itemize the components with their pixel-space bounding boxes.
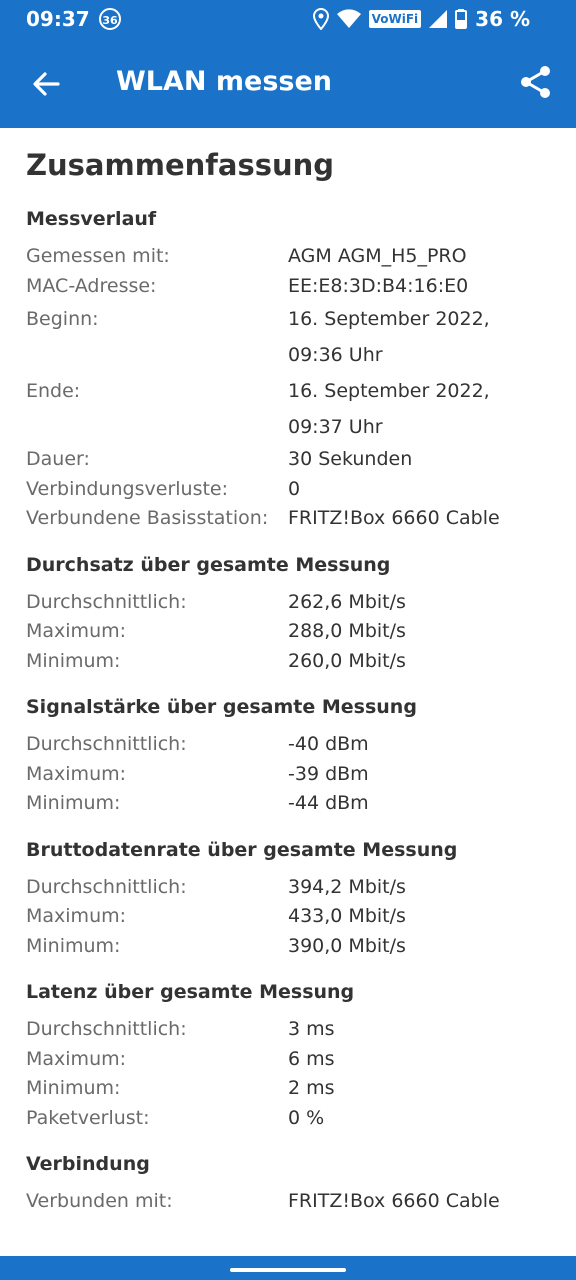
row-label: MAC-Adresse:	[26, 274, 157, 297]
status-icons	[313, 7, 530, 31]
row-value: 390,0 Mbit/s	[288, 934, 406, 957]
row-label: Minimum:	[26, 649, 121, 672]
section-title: Signalstärke über gesamte Messung	[26, 696, 417, 718]
summary-row	[26, 373, 556, 445]
page-title: Zusammenfassung	[26, 148, 335, 182]
status-bar	[0, 0, 576, 40]
row-value: EE:E8:3D:B4:16:E0	[288, 274, 469, 297]
notification-count-badge: 36	[99, 8, 121, 30]
summary-row	[26, 617, 556, 647]
row-value: 262,6 Mbit/s	[288, 590, 406, 613]
row-value: -40 dBm	[288, 733, 369, 755]
row-label: Durchschnittlich:	[26, 590, 187, 613]
summary-row	[26, 932, 556, 962]
app-bar	[0, 40, 576, 128]
row-label: Beginn:	[26, 308, 99, 330]
row-label: Verbindungsverluste:	[26, 477, 229, 500]
location-icon	[313, 8, 329, 30]
section-title: Latenz über gesamte Messung	[26, 981, 355, 1003]
summary-content	[26, 128, 556, 1217]
summary-row	[26, 1045, 556, 1075]
row-label: Minimum:	[26, 1077, 121, 1099]
summary-row	[26, 873, 556, 903]
row-value: -39 dBm	[288, 762, 369, 785]
row-label: Ende:	[26, 380, 81, 402]
row-label: Minimum:	[26, 792, 121, 814]
row-label: Maximum:	[26, 905, 127, 927]
row-value: 288,0 Mbit/s	[288, 620, 406, 642]
summary-row	[26, 647, 556, 677]
row-value: 2 ms	[288, 1077, 335, 1099]
row-value: AGM AGM_H5_PRO	[288, 245, 467, 267]
summary-row	[26, 504, 556, 534]
row-value: FRITZ!Box 6660 Cable	[288, 1190, 500, 1212]
row-label: Maximum:	[26, 1047, 127, 1070]
summary-row	[26, 588, 556, 618]
summary-row	[26, 1187, 556, 1217]
row-label: Minimum:	[26, 934, 121, 957]
share-icon[interactable]	[518, 64, 554, 100]
summary-row	[26, 242, 556, 272]
summary-row	[26, 1104, 556, 1134]
row-value: 16. September 2022, 09:36 Uhr	[288, 308, 490, 366]
status-time: 09:37	[26, 7, 90, 31]
section-title: Bruttodatenrate über gesamte Messung	[26, 838, 458, 861]
section-title: Messverlauf	[26, 208, 157, 230]
summary-row	[26, 1074, 556, 1104]
system-navigation-bar	[0, 1256, 576, 1280]
wifi-icon	[337, 9, 361, 29]
vowifi-badge: VoWiFi	[369, 10, 422, 28]
summary-row	[26, 730, 556, 760]
row-label: Verbundene Basisstation:	[26, 507, 269, 529]
row-value: 3 ms	[288, 1018, 335, 1040]
row-label: Durchschnittlich:	[26, 1018, 187, 1040]
row-label: Maximum:	[26, 620, 127, 642]
row-value: 394,2 Mbit/s	[288, 875, 406, 898]
battery-percent: 36 %	[475, 7, 530, 31]
battery-icon	[455, 9, 467, 29]
section-title: Verbindung	[26, 1153, 150, 1175]
summary-row	[26, 272, 556, 302]
home-gesture-handle[interactable]	[230, 1268, 346, 1272]
summary-row	[26, 789, 556, 819]
section-title: Durchsatz über gesamte Messung	[26, 553, 391, 576]
row-label: Verbunden mit:	[26, 1190, 173, 1212]
cell-signal-icon	[429, 10, 447, 28]
row-value: 16. September 2022, 09:37 Uhr	[288, 380, 490, 438]
row-value: 30 Sekunden	[288, 448, 413, 470]
summary-row	[26, 760, 556, 790]
app-bar-title: WLAN messen	[116, 66, 332, 97]
row-label: Paketverlust:	[26, 1106, 150, 1129]
row-value: 260,0 Mbit/s	[288, 649, 406, 672]
row-label: Durchschnittlich:	[26, 733, 187, 755]
summary-row	[26, 301, 556, 373]
row-label: Dauer:	[26, 448, 90, 470]
row-value: -44 dBm	[288, 792, 369, 814]
row-label: Durchschnittlich:	[26, 875, 187, 898]
row-value: 0 %	[288, 1106, 325, 1129]
row-label: Gemessen mit:	[26, 245, 170, 267]
row-value: 433,0 Mbit/s	[288, 905, 406, 927]
summary-row	[26, 902, 556, 932]
back-arrow-icon[interactable]	[28, 66, 64, 102]
summary-row	[26, 1015, 556, 1045]
row-value: 6 ms	[288, 1047, 335, 1070]
row-label: Maximum:	[26, 762, 127, 785]
summary-row	[26, 445, 556, 475]
row-value: FRITZ!Box 6660 Cable	[288, 507, 500, 529]
row-value: 0	[288, 477, 301, 500]
summary-row	[26, 475, 556, 505]
